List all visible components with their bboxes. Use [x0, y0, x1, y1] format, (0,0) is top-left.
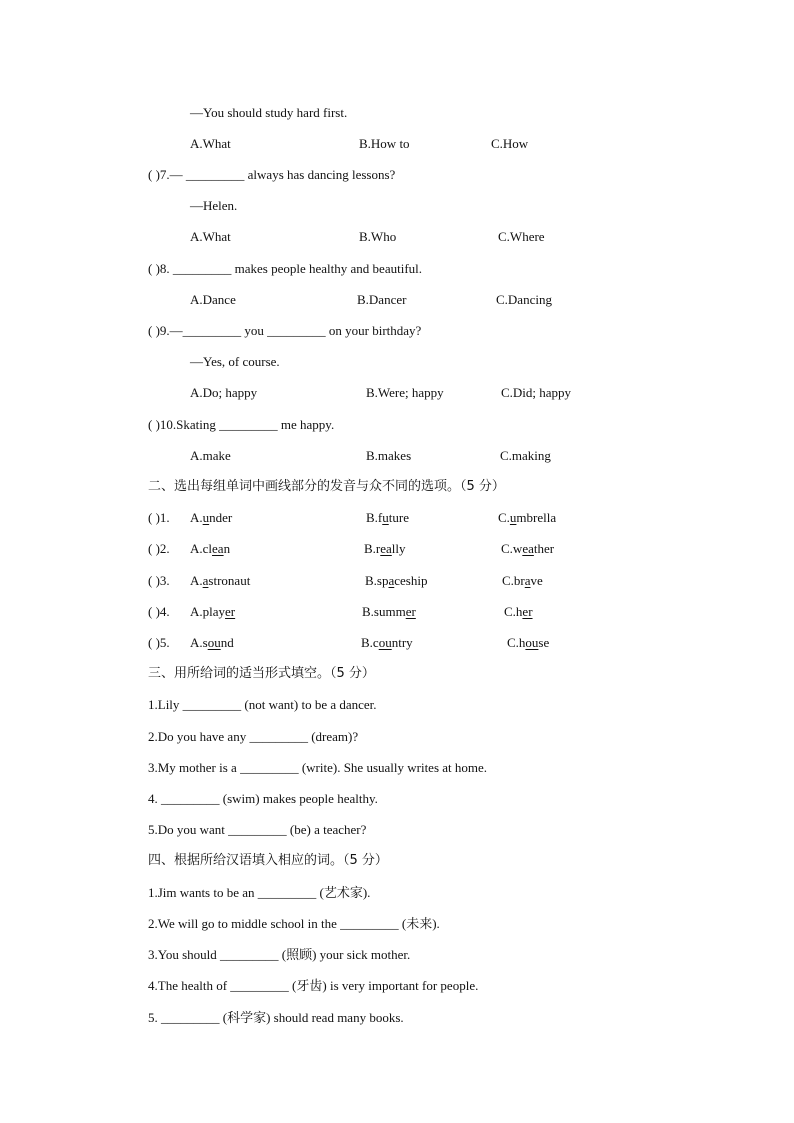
- p2-q4-option-a: A.player: [190, 604, 236, 619]
- p2-q3-option-a: A.astronaut: [190, 573, 251, 588]
- q10-question: ( )10.Skating _________ me happy.: [148, 417, 335, 432]
- q10-option-c: C.making: [500, 448, 551, 463]
- p2-q5-option-c: C.house: [507, 635, 550, 650]
- q9-option-b: B.Were; happy: [366, 385, 444, 400]
- p4-item-2: 2.We will go to middle school in the _________ (未来).: [148, 916, 440, 931]
- p4-item-4: 4.The health of _________ (牙齿) is very important for people.: [148, 978, 479, 993]
- q7-option-a: A.What: [190, 229, 231, 244]
- q9-option-a: A.Do; happy: [190, 385, 258, 400]
- p4-item-5: 5. _________ (科学家) should read many books.: [148, 1010, 404, 1025]
- p2-q4-option-c: C.her: [504, 604, 533, 619]
- q9-question: ( )9.—_________ you _________ on your birthday?: [148, 323, 422, 338]
- q6-option-b: B.How to: [359, 136, 410, 151]
- q6-answer-line: —You should study hard first.: [190, 105, 348, 120]
- p2-q5-option-b: B.country: [361, 635, 413, 650]
- p2-q2-num: ( )2.: [148, 541, 170, 556]
- q8-option-a: A.Dance: [190, 292, 236, 307]
- p2-q2-option-a: A.clean: [190, 541, 231, 556]
- q10-option-a: A.make: [190, 448, 231, 463]
- q7-option-b: B.Who: [359, 229, 397, 244]
- p2-q1-option-a: A.under: [190, 510, 233, 525]
- p2-q3-num: ( )3.: [148, 573, 170, 588]
- section-2-heading: 二、选出每组单词中画线部分的发音与众不同的选项。（5 分）: [148, 479, 505, 494]
- p2-q5-num: ( )5.: [148, 635, 170, 650]
- q7-answer-line: —Helen.: [190, 198, 238, 213]
- q8-option-c: C.Dancing: [496, 292, 552, 307]
- p2-q5-option-a: A.sound: [190, 635, 234, 650]
- p3-item-5: 5.Do you want _________ (be) a teacher?: [148, 822, 367, 837]
- p2-q1-option-c: C.umbrella: [498, 510, 557, 525]
- p2-q1-option-b: B.future: [366, 510, 409, 525]
- q9-answer-line: —Yes, of course.: [190, 354, 280, 369]
- p4-item-3: 3.You should _________ (照顾) your sick mother.: [148, 947, 411, 962]
- p3-item-2: 2.Do you have any _________ (dream)?: [148, 729, 359, 744]
- section-4-heading: 四、根据所给汉语填入相应的词。（5 分）: [148, 853, 388, 868]
- p2-q2-option-b: B.really: [364, 541, 406, 556]
- q9-option-c: C.Did; happy: [501, 385, 572, 400]
- q7-option-c: C.Where: [498, 229, 545, 244]
- p3-item-1: 1.Lily _________ (not want) to be a dancer.: [148, 697, 377, 712]
- q6-option-a: A.What: [190, 136, 231, 151]
- q8-option-b: B.Dancer: [357, 292, 407, 307]
- p3-item-3: 3.My mother is a _________ (write). She usually writes at home.: [148, 760, 488, 775]
- q8-question: ( )8. _________ makes people healthy and beautiful.: [148, 261, 423, 276]
- q6-option-c: C.How: [491, 136, 529, 151]
- section-3-heading: 三、用所给词的适当形式填空。（5 分）: [148, 666, 375, 681]
- p2-q4-option-b: B.summer: [362, 604, 416, 619]
- q7-question: ( )7.— _________ always has dancing lessons?: [148, 167, 396, 182]
- p2-q4-num: ( )4.: [148, 604, 170, 619]
- p2-q1-num: ( )1.: [148, 510, 170, 525]
- p2-q3-option-b: B.spaceship: [365, 573, 428, 588]
- q10-option-b: B.makes: [366, 448, 412, 463]
- p3-item-4: 4. _________ (swim) makes people healthy.: [148, 791, 378, 806]
- p2-q3-option-c: C.brave: [502, 573, 543, 588]
- p2-q2-option-c: C.weather: [501, 541, 555, 556]
- p4-item-1: 1.Jim wants to be an _________ (艺术家).: [148, 885, 371, 900]
